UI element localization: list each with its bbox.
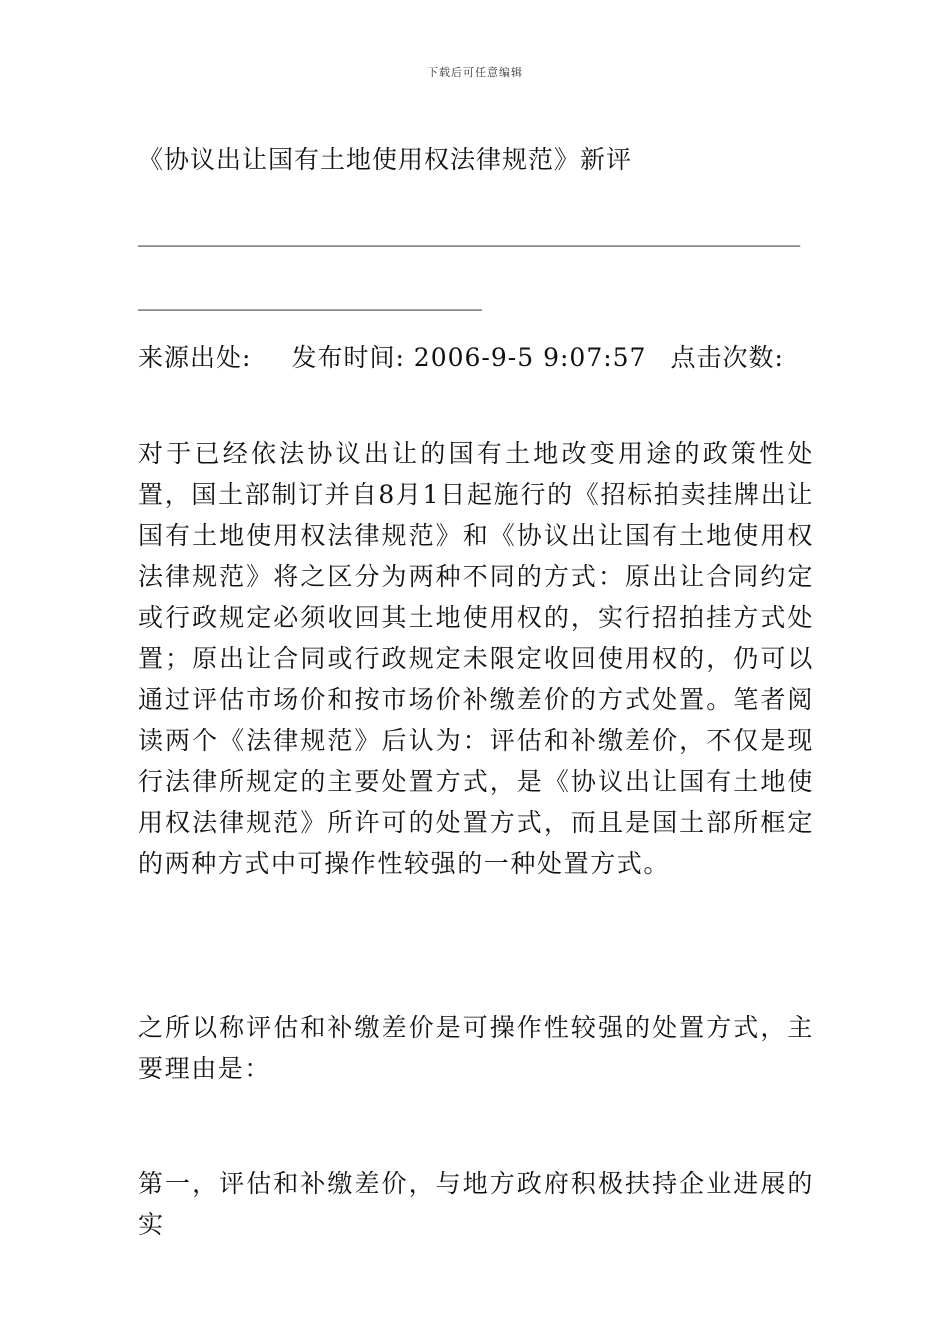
- article-meta: [138, 338, 784, 374]
- publish-time: 发布时间: 2006-9-5 9:07:57: [291, 343, 647, 372]
- document-title: 《协议出让国有土地使用权法律规范》新评: [138, 145, 633, 174]
- separator-line-2: __________________________: [138, 286, 482, 311]
- separator-line-1: __________________________________________________: [138, 222, 801, 247]
- header-note: 下载后可任意编辑: [427, 66, 523, 79]
- source-label: 来源出处:: [138, 343, 252, 372]
- click-count-label: 点击次数:: [670, 343, 784, 372]
- paragraph-1: 对于已经依法协议出让的国有土地改变用途的政策性处置，国土部制订并自8月1日起施行的《招标拍卖挂牌出让国有土地使用权法律规范》和《协议出让国有土地使用权法律规范》将之区分为两种不同的方式：原出让合同约定或行政规定必须收回其土地使用权的，实行招拍挂方式处置；原出让合同或行政规定未限定收回使用权的，仍可以通过评估市场价和按市场价补缴差价的方式处置。笔者阅读两个《法律规范》后认为：评估和补缴差价，不仅是现行法律所规定的主要处置方式，是《协议出让国有土地使用权法律规范》所许可的处置方式，而且是国土部所框定的两种方式中可操作性较强的一种处置方式。: [138, 439, 814, 878]
- paragraph-3: 第一，评估和补缴差价，与地方政府积极扶持企业进展的实: [138, 1169, 814, 1239]
- paragraph-2: 之所以称评估和补缴差价是可操作性较强的处置方式，主要理由是：: [138, 1013, 814, 1083]
